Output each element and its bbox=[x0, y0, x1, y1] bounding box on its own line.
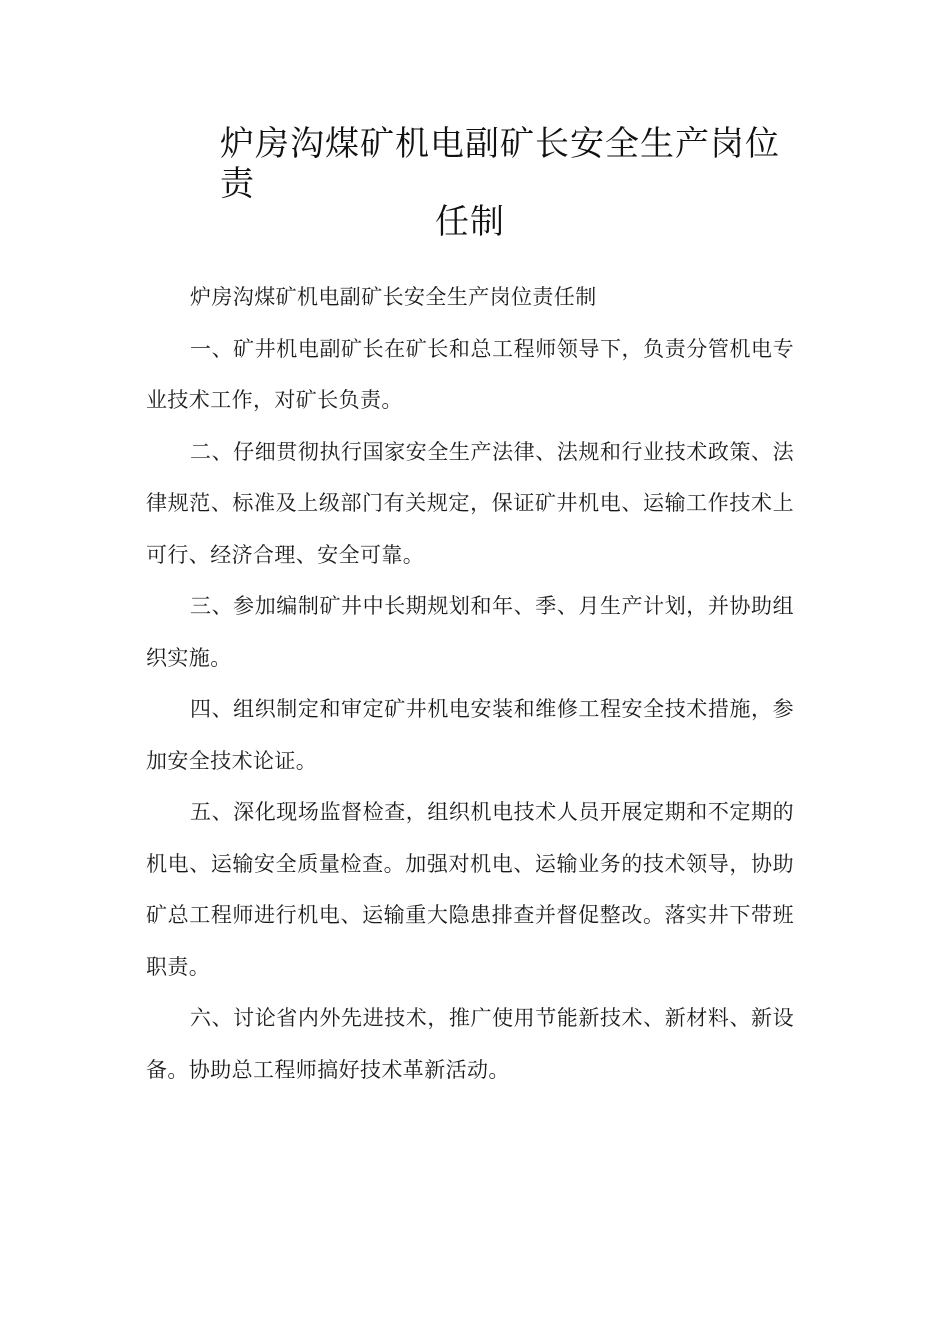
paragraph-item-4: 四、组织制定和审定矿井机电安装和维修工程安全技术措施，参加安全技术论证。 bbox=[146, 697, 794, 773]
paragraph-item-3: 三、参加编制矿井中长期规划和年、季、月生产计划，并协助组织实施。 bbox=[146, 594, 794, 670]
paragraph-item-6: 六、讨论省内外先进技术，推广使用节能新技术、新材料、新设备。协助总工程师搞好技术革新活动。 bbox=[146, 1006, 794, 1082]
document-title-line-1: 炉房沟煤矿机电副矿长安全生产岗位责 bbox=[220, 124, 780, 204]
document-title-line-2: 任制 bbox=[435, 202, 505, 242]
paragraph-item-5: 五、深化现场监督检查，组织机电技术人员开展定期和不定期的机电、运输安全质量检查。加强对机电、运输业务的技术领导，协助矿总工程师进行机电、运输重大隐患排查并督促整改。落实井下带班职责。 bbox=[146, 800, 794, 979]
document-body bbox=[146, 272, 794, 1096]
paragraph-item-2: 二、仔细贯彻执行国家安全生产法律、法规和行业技术政策、法律规范、标准及上级部门有关规定，保证矿井机电、运输工作技术上可行、经济合理、安全可靠。 bbox=[146, 439, 794, 567]
paragraph-heading: 炉房沟煤矿机电副矿长安全生产岗位责任制 bbox=[190, 285, 597, 309]
paragraph-item-1: 一、矿井机电副矿长在矿长和总工程师领导下，负责分管机电专业技术工作，对矿长负责。 bbox=[146, 336, 794, 412]
